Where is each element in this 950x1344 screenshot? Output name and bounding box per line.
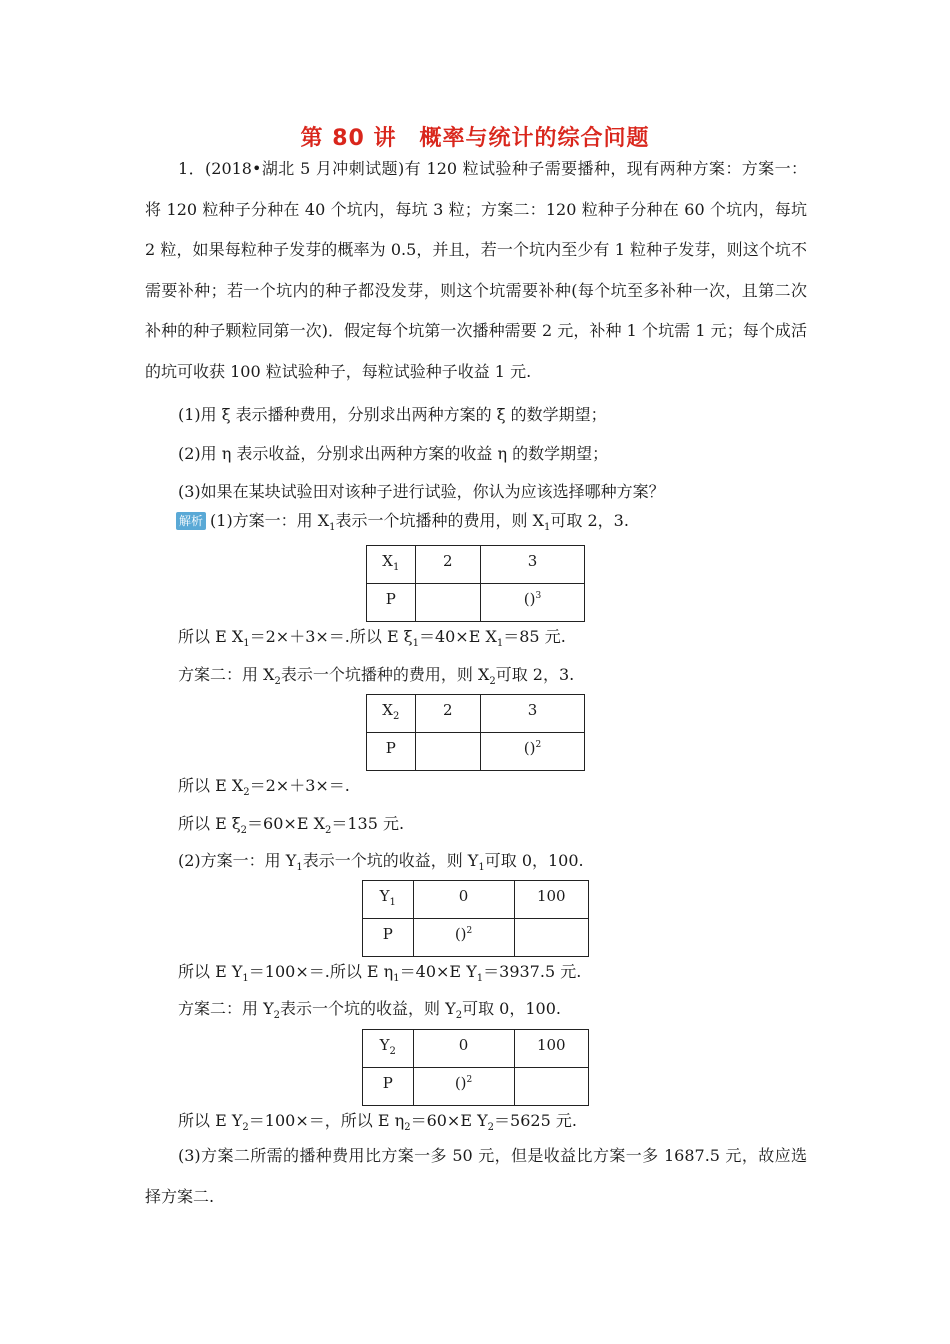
solution-line-9: 所以 E $Y_2=100\times=$，所以 E $\eta_2=60\times E$ $Y_2=5625$ 元.: [178, 1111, 577, 1134]
table-cell: 3: [480, 546, 584, 584]
table-cell: $X_2$: [367, 695, 416, 733]
solution-conclusion: (3)方案二所需的播种费用比方案一多 50 元，但是收益比方案一多 1687.5 元，故应选择方案二.: [145, 1146, 807, 1206]
solution-line-4: 所以 E $X_2=2\times+3\times=$.: [178, 776, 350, 799]
table-cell: [514, 919, 588, 957]
table-cell: ()$^2$: [413, 919, 514, 957]
table-cell: P: [367, 733, 416, 771]
solution-line-2: 所以 E $X_1=2\times+3\times=$.所以 E $\xi_1=40\times E$ $X_1=85$ 元.: [178, 627, 566, 650]
distribution-table-y2: [362, 1029, 589, 1106]
table-cell: 2: [415, 546, 480, 584]
table-cell: 2: [415, 695, 480, 733]
solution-line-3: 方案二：用 $X_2$表示一个坑播种的费用，则 $X_2$可取 2，3.: [178, 665, 575, 688]
solution-line-8: 方案二：用 $Y_2$表示一个坑的收益，则 $Y_2$可取 0，100.: [178, 999, 561, 1022]
solution-line-5: 所以 E $\xi_2=60\times E$ $X_2=135$ 元.: [178, 814, 405, 837]
table-cell: 0: [413, 1030, 514, 1068]
table-cell: P: [367, 584, 416, 622]
question-2: (2)用 η 表示收益，分别求出两种方案的收益 η 的数学期望；: [178, 444, 609, 463]
table-cell: ()$^3$: [480, 584, 584, 622]
table-cell: 100: [514, 881, 588, 919]
table-cell: P: [363, 919, 414, 957]
table-cell: ()$^2$: [480, 733, 584, 771]
table-cell: $X_1$: [367, 546, 416, 584]
distribution-table-x1: [366, 545, 585, 622]
table-cell: $Y_1$: [363, 881, 414, 919]
problem-intro: 1．(2018•湖北 5 月冲刺试题)有 120 粒试验种子需要播种，现有两种方案：方案一：将 120 粒种子分种在 40 个坑内，每坑 3 粒；方案二：120 粒种子分种在 60 个坑内，每坑 2 粒，如果每粒种子发芽的概率为 0.5，并且，若一个坑内至少有 1 粒种子发芽，则这个坑不需要补种；若一个坑内的种子都没发芽，则这个坑需要补种(每个坑至多补种一次，且第二次补种的种子颗粒同第一次)．假定每个坑第一次播种需要 2 元，补种 1 个坑需 1 元；每个成活的坑可收获 100 粒试验种子，每粒试验种子收益 1 元.: [145, 159, 807, 381]
table-cell: 3: [480, 695, 584, 733]
question-1: (1)用 ξ 表示播种费用，分别求出两种方案的 ξ 的数学期望；: [178, 405, 607, 424]
table-cell: [415, 733, 480, 771]
table-cell: $Y_2$: [363, 1030, 414, 1068]
table-cell: [415, 584, 480, 622]
table-cell: ()$^2$: [413, 1068, 514, 1106]
solution-line-7: 所以 E $Y_1=100\times=$.所以 E $\eta_1=40\times E$ $Y_1=3937.5$ 元.: [178, 962, 582, 985]
distribution-table-y1: [362, 880, 589, 957]
table-cell: 0: [413, 881, 514, 919]
solution-line-1: 解析 (1)方案一：用 $X_1$表示一个坑播种的费用，则 $X_1$可取 2，3.: [176, 510, 629, 539]
distribution-table-x2: [366, 694, 585, 771]
page-title: 第 80 讲 概率与统计的综合问题: [300, 126, 650, 151]
solution-badge: 解析: [176, 512, 206, 530]
question-3: (3)如果在某块试验田对该种子进行试验，你认为应该选择哪种方案？: [178, 482, 665, 501]
solution-line-6: (2)方案一：用 $Y_1$表示一个坑的收益，则 $Y_1$可取 0，100.: [178, 851, 584, 874]
table-cell: 100: [514, 1030, 588, 1068]
table-cell: [514, 1068, 588, 1106]
table-cell: P: [363, 1068, 414, 1106]
